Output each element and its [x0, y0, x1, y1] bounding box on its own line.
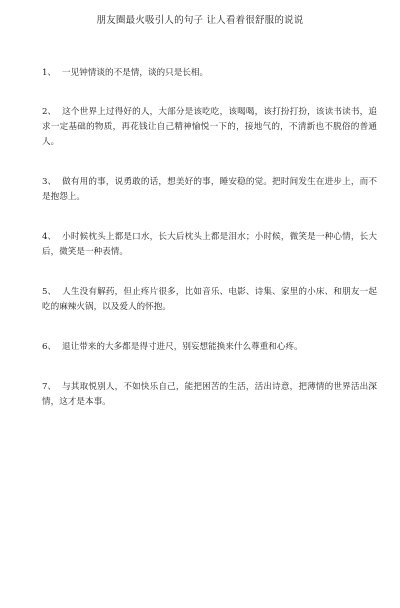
list-item [42, 285, 377, 315]
item-number: 3、 [42, 177, 57, 187]
item-number: 7、 [42, 382, 57, 392]
page-title: 朋友圈最火吸引人的句子 让人看着很舒服的说说 [96, 15, 304, 26]
item-text: 一见钟情谈的不是情，谈的只是长相。 [62, 68, 209, 78]
list-item [42, 230, 377, 260]
item-text: 与其取悦别人，不如快乐自己，能把困苦的生活，活出诗意，把薄情的世界活出深情，这才是本事。 [42, 382, 377, 407]
item-number: 4、 [42, 232, 57, 242]
item-number: 5、 [42, 287, 57, 297]
list-item [42, 380, 377, 410]
item-number: 1、 [42, 68, 57, 78]
sentence-list [42, 66, 377, 410]
item-number: 6、 [42, 342, 57, 352]
list-item [42, 340, 377, 355]
item-text: 这个世界上过得好的人，大部分是该吃吃，该喝喝，该打扮打扮，该读书读书，追求一定基础的物质，再花钱让自己精神愉悦一下的，接地气的，不清新也不脱俗的普通人。 [42, 107, 377, 147]
item-text: 小时候枕头上都是口水，长大后枕头上都是泪水；小时候，微笑是一种心情，长大后，微笑是一种表情。 [42, 232, 377, 257]
item-text: 做有用的事，说勇敢的话，想美好的事，睡安稳的觉。把时间发生在进步上，而不是抱怨上。 [42, 177, 377, 202]
list-item [42, 105, 377, 150]
list-item [42, 175, 377, 205]
item-text: 退让带来的大多都是得寸进尺，别妄想能换来什么尊重和心疼。 [62, 342, 303, 352]
item-number: 2、 [42, 107, 57, 117]
list-item [42, 66, 377, 81]
item-text: 人生没有解药，但止疼片很多，比如音乐、电影、诗集、家里的小床、和朋友一起吃的麻辣火锅，以及爱人的怀抱。 [42, 287, 377, 312]
